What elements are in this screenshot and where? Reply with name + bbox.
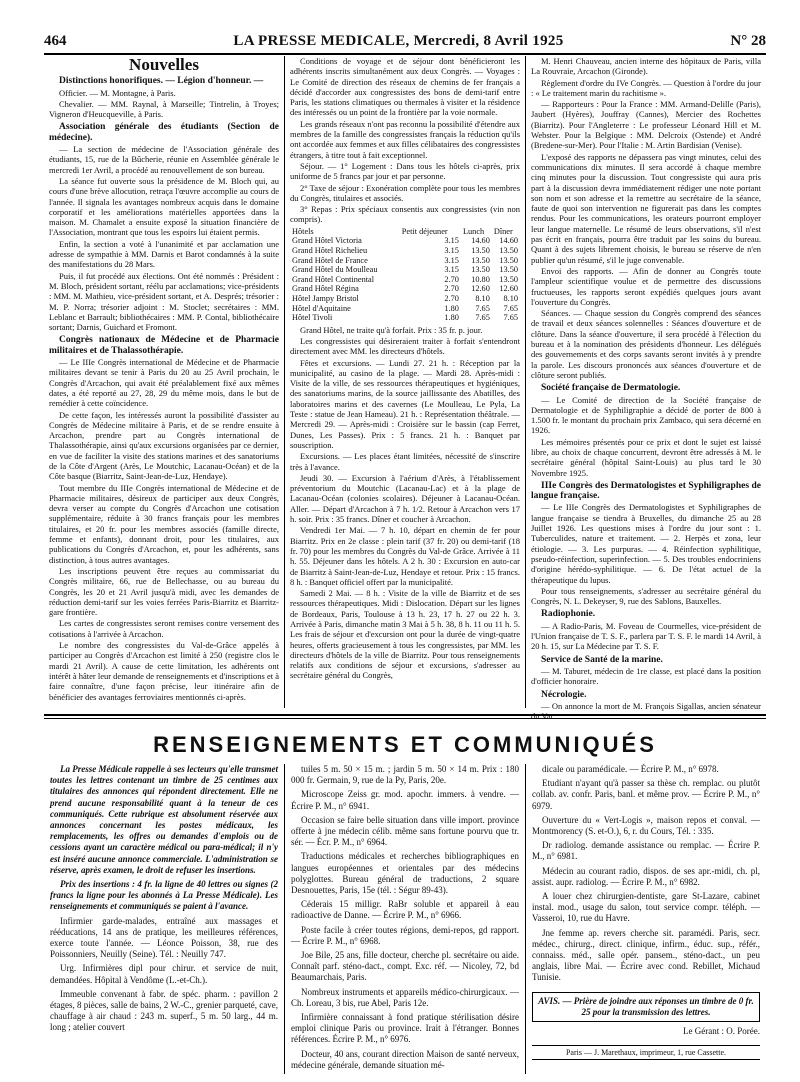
article-heading: Nécrologie. xyxy=(541,689,587,700)
classified-ad: Infirmière connaissant à fond pratique stérilisation désire emploi clinique Paris ou province. Irait à l'étranger. Bonnes références. Écrire P. M., n° 6976. xyxy=(291,1012,519,1045)
hotel-name: Grand Hôtel Continental xyxy=(292,274,375,284)
hotel-name: Hôtel Jampy Bristol xyxy=(292,293,359,303)
hotel-name: Grand Hôtel Régina xyxy=(292,284,359,294)
hotel-name: Grand Hôtel Richelieu xyxy=(292,245,368,255)
classified-ad: Joe Bile, 25 ans, fille docteur, cherche pl. secrétaire ou aide. Connaît parf. sténo-dact., compt. Exc. réf. — Nicoley, 72, bd Beaumarchais, Paris. xyxy=(291,950,519,983)
classified-ad: Poste facile à créer toutes régions, demi-repos, gd rapport. — Écrire P. M., n° 6968. xyxy=(291,924,519,946)
hotel-price: 3.15 xyxy=(444,255,459,265)
classified-ad: tuiles 5 m. 50 × 15 m. ; jardin 5 m. 50 × 14 m. Prix : 180 000 fr. Germain, 9, rue de la Py, Paris, 20e. xyxy=(291,764,519,786)
article-heading: IIIe Congrès des Dermatologistes et Syphiligraphes de langue française. xyxy=(531,480,761,502)
paragraph: Envoi des rapports. — Afin de donner au Congrès toute l'ampleur scientifique voulue et de permettre des discussions fructueuses, les rapports seront expédiés quelques jours avant l'ouverture du Congrès. xyxy=(531,265,761,307)
hotel-price: 13.50 xyxy=(471,245,490,255)
printer-line: Paris — J. Marethaux, imprimeur, 1, rue Cassette. xyxy=(532,1045,760,1060)
hotel-row xyxy=(290,294,520,304)
hotel-price: 8.10 xyxy=(475,293,490,303)
hotel-row xyxy=(290,284,520,294)
paragraph: Vendredi 1er Mai. — 7 h. 10, départ en chemin de fer pour Biarritz. Prix en 2e classe : plein tarif (37 fr. 20) ou demi-tarif (18 fr. 70) pour les membres du Congrès du Val-de Grâce. Arrivée à 11 h. 55. Déjeuner dans les hôtels. A 2 h. 30 : Excursion en auto-car de Biarritz à Saint-Jean-de-Luz, Hendaye et retour. Prix : 15 francs. 8 h. : Banquet officiel offert par la municipalité. xyxy=(290,525,520,587)
issue-number: N° 28 xyxy=(730,33,766,49)
hotel-row xyxy=(290,313,520,323)
section-heading: Nouvelles xyxy=(129,55,199,74)
paragraph: La séance fut ouverte sous la présidence de M. Bloch qui, au cours d'une brève allocution, retraça l'œuvre accomplie au cours de l'année. Il signala les avantages nombreux acquis dans le domaine corporatif et les améliorations matérielles apportées dans la maison. M. Chamalet a ensuite exposé la situation financière de l'Association, montrant que tous les espoirs lui étaient permis. xyxy=(49,175,279,238)
paragraph: Les grands réseaux n'ont pas reconnu la possibilité d'étendre aux membres de la famille des congressistes français la réduction qu'ils ont accordée aux femmes et aux filles célibataires des congressistes étrangers, à titre tout à fait exceptionnel. xyxy=(290,118,520,160)
hotel-price: 3.15 xyxy=(444,265,459,275)
paragraph: Samedi 2 Mai. — 8 h. : Visite de la ville de Biarritz et de ses ressources thérapeutiques. Midi : Dislocation. Départ sur les lignes de Bordeaux, Paris, Toulouse à 13 h. 23, 17 h. 27 ou 22 h. 3. Arrivée à Paris, dimanche matin 3 Mai à 5 h. 38, 8 h. 11 ou 11 h. 5. Les frais de séjour et d'excursion ont pour la durée de vingt-quatre heures, offerts gracieusement à tous les congressistes, par MM. les directeurs d'hôtels de la ville de Biarritz. Pour tous renseignements relatifs aux conditions de séjour et excursions, s'adresser au secrétaire général du Congrès, xyxy=(290,588,520,681)
hotel-price: 1.80 xyxy=(444,313,459,323)
hotel-price: 7.65 xyxy=(503,313,518,323)
paragraph: 3° Repas : Prix spéciaux consentis aux congressistes (vin non compris). xyxy=(290,204,520,225)
hotel-row xyxy=(290,304,520,314)
classified-ad: Docteur, 40 ans, courant direction Maison de santé nerveux, médecine générale, demande situation mé- xyxy=(291,1048,519,1070)
paragraph: Les congressistes qui désireraient traiter à forfait s'entendront directement avec MM. les directeurs d'hôtels. xyxy=(290,335,520,357)
classified-ad: Urg. Infirmières dipl pour chirur. et service de nuit, demandées. Hôpital à Vendôme (L.-et-Ch.). xyxy=(50,963,278,985)
hotel-price: 14.60 xyxy=(499,236,518,246)
hotel-price: 13.50 xyxy=(471,255,490,265)
paragraph: — La section de médecine de l'Association générale des étudiants, 15, rue de la Bûcherie, réunie en Assemblée générale le mercredi 1er Avril, a procédé au renouvellement de son bureau. xyxy=(49,144,279,175)
hotel-price: 1.80 xyxy=(444,303,459,313)
classified-ad: Médecin au courant radio, dispos. de ses apr.-midi, ch. pl, assist. aupr. radiolog. — Écrire P. M., n° 6982. xyxy=(532,865,760,887)
hotel-price: 2.70 xyxy=(444,274,459,284)
paragraph: — M. Taburet, médecin de 1re classe, est placé dans la position d'officier honoraire. xyxy=(531,665,761,687)
table-header: Petit déjeuner xyxy=(401,226,448,236)
classifieds-column-3 xyxy=(525,764,766,1074)
hotel-price: 7.65 xyxy=(475,313,490,323)
page-header xyxy=(44,24,766,55)
classified-ad: dicale ou paramédicale. — Écrire P. M., n° 6978. xyxy=(542,764,719,774)
paragraph: — Le IIIe Congrès des Dermatologistes et Syphiligraphes de langue française se tiendra à Bruxelles, du dimanche 25 au 28 Juillet 1926. Les questions mises à l'ordre du jour sont : 1. Tuberculides, nature et traitement. — 2. Herpès et zona, leur étiologie. — 3. Les purpuras. — 4. Réinfection syphilitique, pseudo-réinfection, superinfection. — 5. Des troubles endocriniens d'origine hérédo-syphilitique. — 6. De l'état actuel de la thérapeutique du lupus. xyxy=(531,502,761,585)
hotel-price: 13.50 xyxy=(471,265,490,275)
hotel-price: 7.65 xyxy=(475,303,490,313)
paragraph: Officier. — M. Montagne, à Paris. xyxy=(59,87,176,98)
classified-ad: Ouverture du « Vert-Logis », maison repos et conval. — Montmorency (S. et-O.), 6, r. du Cours, Tél. : 335. xyxy=(532,814,760,837)
hotel-price: 13.50 xyxy=(499,274,518,284)
classified-ad: Infirmier garde-malades, entraîné aux massages et rééducations, 14 ans de pratique, les meilleures références, exerce toute l'année. — Léonce Poisson, 38, rue des Poissonniers, Neuilly (Seine). Tél. : Neuilly 747. xyxy=(50,915,278,960)
hotel-name: Hôtel Tivoli xyxy=(292,313,333,323)
hotel-price: 7.65 xyxy=(503,303,518,313)
classified-ad: Occasion se faire belle situation dans ville import. province offerte à jne médecin célib. même sans fortune pourvu que tr. sér. — Écr. P. M., n° 6964. xyxy=(291,814,519,848)
classified-ad: Traductions médicales et recherches bibliographiques en langues européennes et orientales par des médecins polyglottes. Bureau général de traductions, 2 square Desnouettes, Paris, 15e (tél. : Ségur 89-43). xyxy=(291,851,519,896)
article-heading: Société française de Dermatologie. xyxy=(541,383,681,394)
classified-ad: Dr radiolog. demande assistance ou remplac. — Écrire P. M., n° 6981. xyxy=(532,840,760,862)
article-heading: Radiophonie. xyxy=(541,609,596,620)
paragraph: Séances. — Chaque session du Congrès comprend des séances de travail et deux séances solennelles : Séances d'ouverture et de clôture. Dans la séance d'ouverture, il sera procédé à l'élection du bureau et à la nomination des présidents d'honneur. Les délégués des gouvernements et des corps savants seront invités à y prendre la parole. Les discours prononcés aux séances d'ouverture et de clôture seront publiés. xyxy=(531,308,761,380)
paragraph: Le nombre des congressistes du Val-de-Grâce appelés à participer au Congrès d'Arcachon est limité à 250 (registre clos le mardi 21 Avril). A cause de cette limitation, les adhérents ont intérêt à hâter leur demande de renseignements et d'inscriptions et à faire connaître, d'une façon précise, leur itinéraire afin de bénéficier des avantages ferroviaires mentionnés ci-après. xyxy=(49,640,279,702)
classified-ad: Jne femme ap. revers cherche sit. paramédi. Paris, secr. médec., chirurg., direct. clinique, infirm., éduc. sup., référ., connaiss. méd., salle opér. pansem., sténo-dact., un peu anglais, libre Mai. — Écrire avec cond. Rebillet, Michaud Tunisie. xyxy=(532,927,760,983)
classified-ad: A louer chez chirurgien-dentiste, gare St-Lazare, cabinet instal. mod., usage du salon, tout service compr. téléph. — Vasseroi, 10, rue du Havre. xyxy=(532,891,760,924)
column-3 xyxy=(525,56,766,722)
paragraph: Pour tous renseignements, s'adresser au secrétaire général du Congrès, N. L. Dekeyser, 9, rue des Sablons, Bauxelles. xyxy=(531,585,761,607)
avis-text: AVIS. — Prière de joindre aux réponses un timbre de 0 fr. 25 pour la transmission des lettres. xyxy=(538,995,754,1017)
paragraph: Conditions de voyage et de séjour dont bénéficieront les adhérents inscrits simultanément aux deux Congrès. — Voyages : Le Comité de direction des réseaux de chemins de fer français a décidé d'accorder aux congressistes des bons de demi-tarif entre Paris, les stations climatiques ou thermales à visiter et la résidence des intéressés ou un point de la frontière par la voie normale. xyxy=(290,56,520,118)
hotel-price: 3.15 xyxy=(444,236,459,246)
hotel-price: 12.60 xyxy=(471,284,490,294)
paragraph: Les cartes de congressistes seront remises contre versement des cotisations à l'arrivée à Arcachon. xyxy=(49,618,279,639)
paragraph: Puis, il fut procédé aux élections. Ont été nommés : Président : M. Bloch, président sortant, réélu par acclamations; vice-présidents : MM. M. Mathieu, vice-président sortant, et A. Després; trésorier : M. P. Norra; trésorier adjoint : M. Stoclet; secrétaires : MM. Leblanc et Barrault; bibliothécaires : MM. P. Contal, bibliothécaire sortant; Darnis, Guichard et Fromont. xyxy=(49,270,279,333)
hotel-name: Hôtel d'Aquitaine xyxy=(292,303,351,313)
page-number: 464 xyxy=(44,33,67,49)
classified-ad: Céderais 15 milligr. RaBr soluble et appareil à eau radioactive de Danne. — Écrire P. M., n° 6966. xyxy=(291,899,519,921)
article-heading: Association générale des étudiants (Section de médecine). xyxy=(49,122,279,143)
classified-ad: Immeuble convenant à fabr. de spéc. pharm. : pavillon 2 étages, 8 pièces, salle de bains, 2 W.-C., grenier parqueté, cave, chauffage à air chaud : 243 m. superf., 5 m. 50 larg., 44 m. long ; atelier couvert xyxy=(50,988,278,1033)
paragraph: — Le IIIe Congrès international de Médecine et de Pharmacie militaires devant se tenir à Paris du 20 au 25 Avril prochain, le Congrès d'Arcachon, qui avait été préalablement fixé aux mêmes dates, a été reporté au 27, 28, 29 du même mois, dans le but de remédier à cette coïncidence. xyxy=(49,357,279,409)
hotel-row xyxy=(290,265,520,275)
hotel-row xyxy=(290,236,520,246)
classified-ad: Microscope Zeiss gr. mod. apochr. immers. à vendre. — Écrire P. M., n° 6941. xyxy=(291,789,519,811)
paragraph: — On annonce la mort de M. François Sigallas, ancien sénateur du Var. xyxy=(531,700,761,722)
classifieds-title: RENSEIGNEMENTS ET COMMUNIQUÉS xyxy=(153,732,657,757)
table-header: Dîner xyxy=(493,226,513,236)
paragraph: Séjour. — 1° Logement : Dans tous les hôtels ci-après, prix uniforme de 5 francs par jour et par personne. xyxy=(290,160,520,182)
classified-ad: Etudiant n'ayant qu'à passer sa thèse ch. remplac. ou plutôt collab. av. confr. Paris, banl. et même prov. — Écrire P. M., n° 6979. xyxy=(532,778,760,811)
column-1 xyxy=(44,56,284,708)
article-heading: Distinctions honorifiques. — Légion d'honneur. — xyxy=(59,76,264,87)
paragraph: 2° Taxe de séjour : Exonération complète pour tous les membres du Congrès, titulaires et associés. xyxy=(290,182,520,203)
classified-ad: Nombreux instruments et appareils médico-chirurgicaux. — Ch. Loreau, 3 bis, rue Abel, Paris 12e. xyxy=(291,986,519,1008)
journal-title: LA PRESSE MEDICALE, Mercredi, 8 Avril 1925 xyxy=(233,33,564,49)
paragraph: Les inscriptions peuvent être reçues au commissariat du Congrès militaire, 66, rue de Bellechasse, ou au bureau du Congrès, les 20 et 21 Avril jusqu'à midi, avec les demandes de réduction demi-tarif sur les voies ferrées Paris-Biarritz et Biarritz-gare frontière. xyxy=(49,565,279,618)
hotel-name: Grand Hôtel de France xyxy=(292,255,368,265)
hotel-price: 2.70 xyxy=(444,284,459,294)
hotel-row xyxy=(290,256,520,266)
section-divider xyxy=(44,714,766,716)
notice-paragraph: La Presse Médicale rappelle à ses lecteurs qu'elle transmet toutes les lettres contenant un timbre de 25 centimes aux titulaires des annonces qui répondent directement. Elle ne prend aucune responsabilité quant à la teneur de ces communiqués. Cette rubrique est absolument réservée aux annonces concernant les postes médicaux, les remplacements, les offres ou demandes d'emplois ou de cessions ayant un caractère médical ou para-médical; il n'y est inséré aucune annonce commerciale. L'administration se réserve, après examen, le droit de refuser les insertions. xyxy=(50,764,278,875)
classifieds-column-2 xyxy=(284,764,525,1074)
classifieds-columns xyxy=(44,764,766,1074)
table-header: Lunch xyxy=(462,226,485,236)
table-header: Hôtels xyxy=(292,226,314,236)
article-heading: Congrès nationaux de Médecine et de Pharmacie militaires et de Thalassothérapie. xyxy=(49,335,279,356)
hotel-row xyxy=(290,246,520,256)
hotel-price: 8.10 xyxy=(503,293,518,303)
news-columns xyxy=(44,55,766,722)
gerant-line: Le Gérant : O. Porée. xyxy=(683,1026,760,1037)
paragraph: M. Henri Chauveau, ancien interne des hôpitaux de Paris, villa La Rouvraie, Arcachon (Gironde). xyxy=(531,56,761,77)
paragraph: De cette façon, les intéressés auront la possibilité d'assister au Congrès de Médecine militaire à Paris, et de se rendre ensuite à Arcachon, prendre part au Congrès international de Thalassothérapie, ainsi qu'aux excursions organisées par ce dernier, en vue de faciliter la visite des stations marines et des sanatoriums de la Côte d'Argent (Arès, Le Moutchic, Lacanau-Océan) et de la Côte basque (Biarritz, Saint-Jean-de-Luz, Hendaye). xyxy=(49,409,279,482)
hotel-price: 14.60 xyxy=(471,236,490,246)
hotel-price: 2.70 xyxy=(444,293,459,303)
paragraph: L'exposé des rapports ne dépassera pas vingt minutes, celui des communications dix minutes. Il sera accordé à chaque membre cinq minutes pour la discussion. Tout congressiste qui aura pris part à la discussion devra immédiatement rédiger une note portant son nom et son adresse et la remettre au secrétaire de la séance, faute de quoi son intervention ne figurerait pas dans les comptes rendus. Pour les communications, les orateurs pourront employer leur langue maternelle. Le résumé de leurs observations, s'il n'est pas écrit en français, pourra être traduit par les soins du bureau. Quant à des sujets librement choisis, le bureau se réserve de n'en publier qu'un résumé, s'il le juge convenable. xyxy=(531,151,761,265)
paragraph: — Le Comité de direction de la Société française de Dermatologie et de Syphiligraphie a décidé de porter de 800 à 1.500 fr. le montant du prochain prix Zambaco, qui sera décerné en 1926. xyxy=(531,394,761,436)
article-heading: Service de Santé de la marine. xyxy=(541,654,663,665)
hotel-price: 12.60 xyxy=(499,284,518,294)
hotel-price: 10.80 xyxy=(471,274,490,284)
paragraph: Grand Hôtel, ne traite qu'à forfait. Prix : 35 fr. p. jour. xyxy=(300,324,483,335)
hotel-name: Grand Hôtel du Moulleau xyxy=(292,265,378,275)
paragraph: Fêtes et excursions. — Lundi 27. 21 h. : Réception par la municipalité, au casino de la plage. — Mardi 28. Après-midi : Visite de la ville, de ses ressources thérapeutiques et hygiéniques, des sanatoriums marins, de la source jaillissante des Abatilles, des laboratoires marins et des cavernes (Le Moulleau, Le Pyla, La Teste : statue de Jean Hameau). 21 h. : Représentation théâtrale. — Mercredi 29. — Après-midi : Croisière sur le bassin (cap Ferret, Dunes, Les Passes). Prix : 5 francs. 21 h. : Banquet par souscription. xyxy=(290,357,520,450)
hotel-price: 13.50 xyxy=(499,245,518,255)
hotel-price-table xyxy=(290,227,520,323)
paragraph: Tout membre du IIIe Congrès international de Médecine et de Pharmacie militaires, désireux de participer aux deux Congrès, devra verser au compte du Congrès d'Arcachon une cotisation supplémentaire, réduite à 30 francs français pour les membres titulaires, et 20 fr. pour les membres associés (famille directe, femme et enfants), donnant droit, pour les titulaires, aux publications du Congrès d'Arcachon, et, pour les adhérents, sans distinction, à tous autres avantages. xyxy=(49,482,279,565)
paragraph: Excursions. — Les places étant limitées, nécessité de s'inscrire très à l'avance. xyxy=(290,451,520,472)
section-divider xyxy=(44,718,766,719)
avis-box xyxy=(532,992,760,1022)
hotel-price: 13.50 xyxy=(499,255,518,265)
paragraph: Règlement d'ordre du IVe Congrès. — Question à l'ordre du jour : « Le traitement marin du rachitisme ». xyxy=(531,77,761,98)
table-header-row xyxy=(290,227,520,237)
hotel-price: 3.15 xyxy=(444,245,459,255)
price-paragraph: Prix des insertions : 4 fr. la ligne de 40 lettres ou signes (2 francs la ligne pour les abonnés à La Presse Médicale). Les renseignements et communiqués se paient à l'avance. xyxy=(50,879,278,912)
hotel-price: 13.50 xyxy=(499,265,518,275)
paragraph: Les mémoires présentés pour ce prix et dont le sujet est laissé libre, au choix de chaque concurrent, devront être adressés à M. le secrétaire général (hôpital Saint-Louis) au plus tard le 30 Novembre 1925. xyxy=(531,436,761,478)
column-2 xyxy=(284,56,525,708)
paragraph: Enfin, la section a voté à l'unanimité et par acclamation une adresse de sympathie à MM. Darnis et Barot condamnés à la suite des manifestations du 28 Mars. xyxy=(49,238,279,270)
classifieds-column-1 xyxy=(44,764,284,1074)
hotel-row xyxy=(290,275,520,285)
hotel-name: Grand Hôtel Victoria xyxy=(292,236,362,246)
paragraph: — A Radio-Paris, M. Foveau de Courmelles, vice-président de l'Union française de T. S. F., parlera par T. S. F. le mardi 14 Avril, à 20 h. 15, sur La Médecine par T. S. F. xyxy=(531,620,761,652)
paragraph: — Rapporteurs : Pour la France : MM. Armand-Delille (Paris), Jaubert (Hyères), Jouffray (Cannes), Mercier des Rochettes (Biarritz). Pour l'Angleterre : Le professeur Léonard Hill et M. Webster. Pour la Belgique : MM. Delcroix (Ostende) et André (Bredene-sur-Mer). Pour l'Italie : M. Artin Bardisian (Venise). xyxy=(531,99,761,151)
paragraph: Jeudi 30. — Excursion à l'aérium d'Arès, à l'établissement préventorium du Moutchic (Lacanau-Lac) et à la plage de Lacanau-Océan (colonies scolaires). Déjeuner à Lacanau-Océan. Aller. — Départ d'Arcachon à 7 h. 1/2. Retour à Arcachon vers 17 h. soir. Prix : 35 francs. Dîner et coucher à Arcachon. xyxy=(290,472,520,525)
paragraph: Chevalier. — MM. Raynal, à Marseille; Tintrelin, à Troyes; Vigneron d'Heucqueville, à Paris. xyxy=(49,98,279,120)
